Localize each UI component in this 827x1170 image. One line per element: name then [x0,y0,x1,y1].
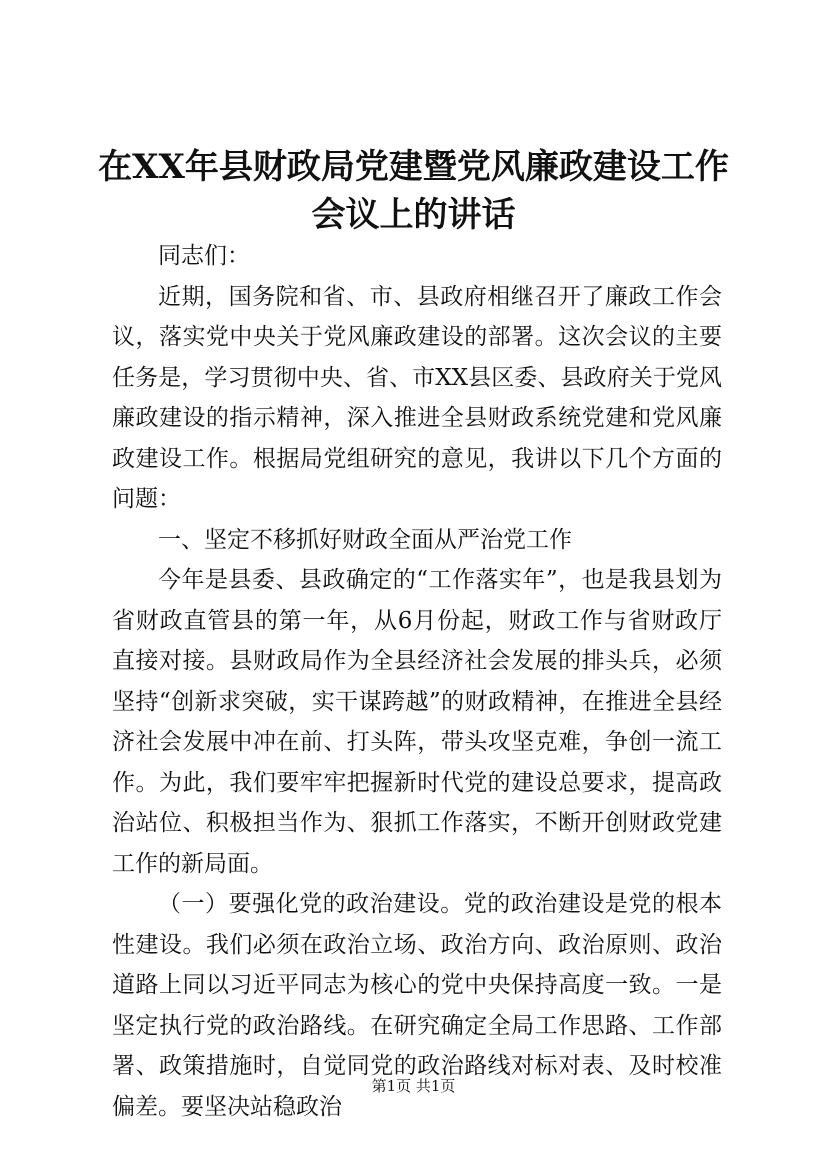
paragraph-section-1: 今年是县委、县政确定的“工作落实年”，也是我县划为省财政直管县的第一年，从6月份起，财政工作与省财政厅直接对接。县财政局作为全县经济社会发展的排头兵，必须坚持“创新求突破，实干谋跨越”的财政精神，在推进全县经济社会发展中冲在前、打头阵，带头攻坚克难，争创一流工作。为此，我们要牢牢把握新时代党的建设总要求，提高政治站位、积极担当作为、狠抓工作落实，不断开创财政党建工作的新局面。 [112,567,722,877]
page-footer: 第1页 共1页 [371,1077,456,1095]
document-body [112,236,722,1127]
salutation: 同志们： [158,243,250,269]
paragraph-intro: 近期，国务院和省、市、县政府相继召开了廉政工作会议，落实党中央关于党风廉政建设的部署。这次会议的主要任务是，学习贯彻中央、省、市XX县区委、县政府关于党风廉政建设的指示精神，深入推进全县财政系统党建和党风廉政建设工作。根据局党组研究的意见，我讲以下几个方面的问题： [112,283,722,512]
document-title: 在XX年县财政局党建暨党风廉政建设工作会议上的讲话 [98,147,729,235]
paragraph-subsection-1: （一）要强化党的政治建设。党的政治建设是党的根本性建设。我们必须在政治立场、政治方向、政治原则、政治道路上同以习近平同志为核心的党中央保持高度一致。一是坚定执行党的政治路线。在研究确定全局工作思路、工作部署、政策措施时，自觉同党的政治路线对标对表、及时校准偏差。要坚决站稳政治 [112,891,722,1120]
section-heading-1: 一、坚定不移抓好财政全面从严治党工作 [158,526,572,553]
